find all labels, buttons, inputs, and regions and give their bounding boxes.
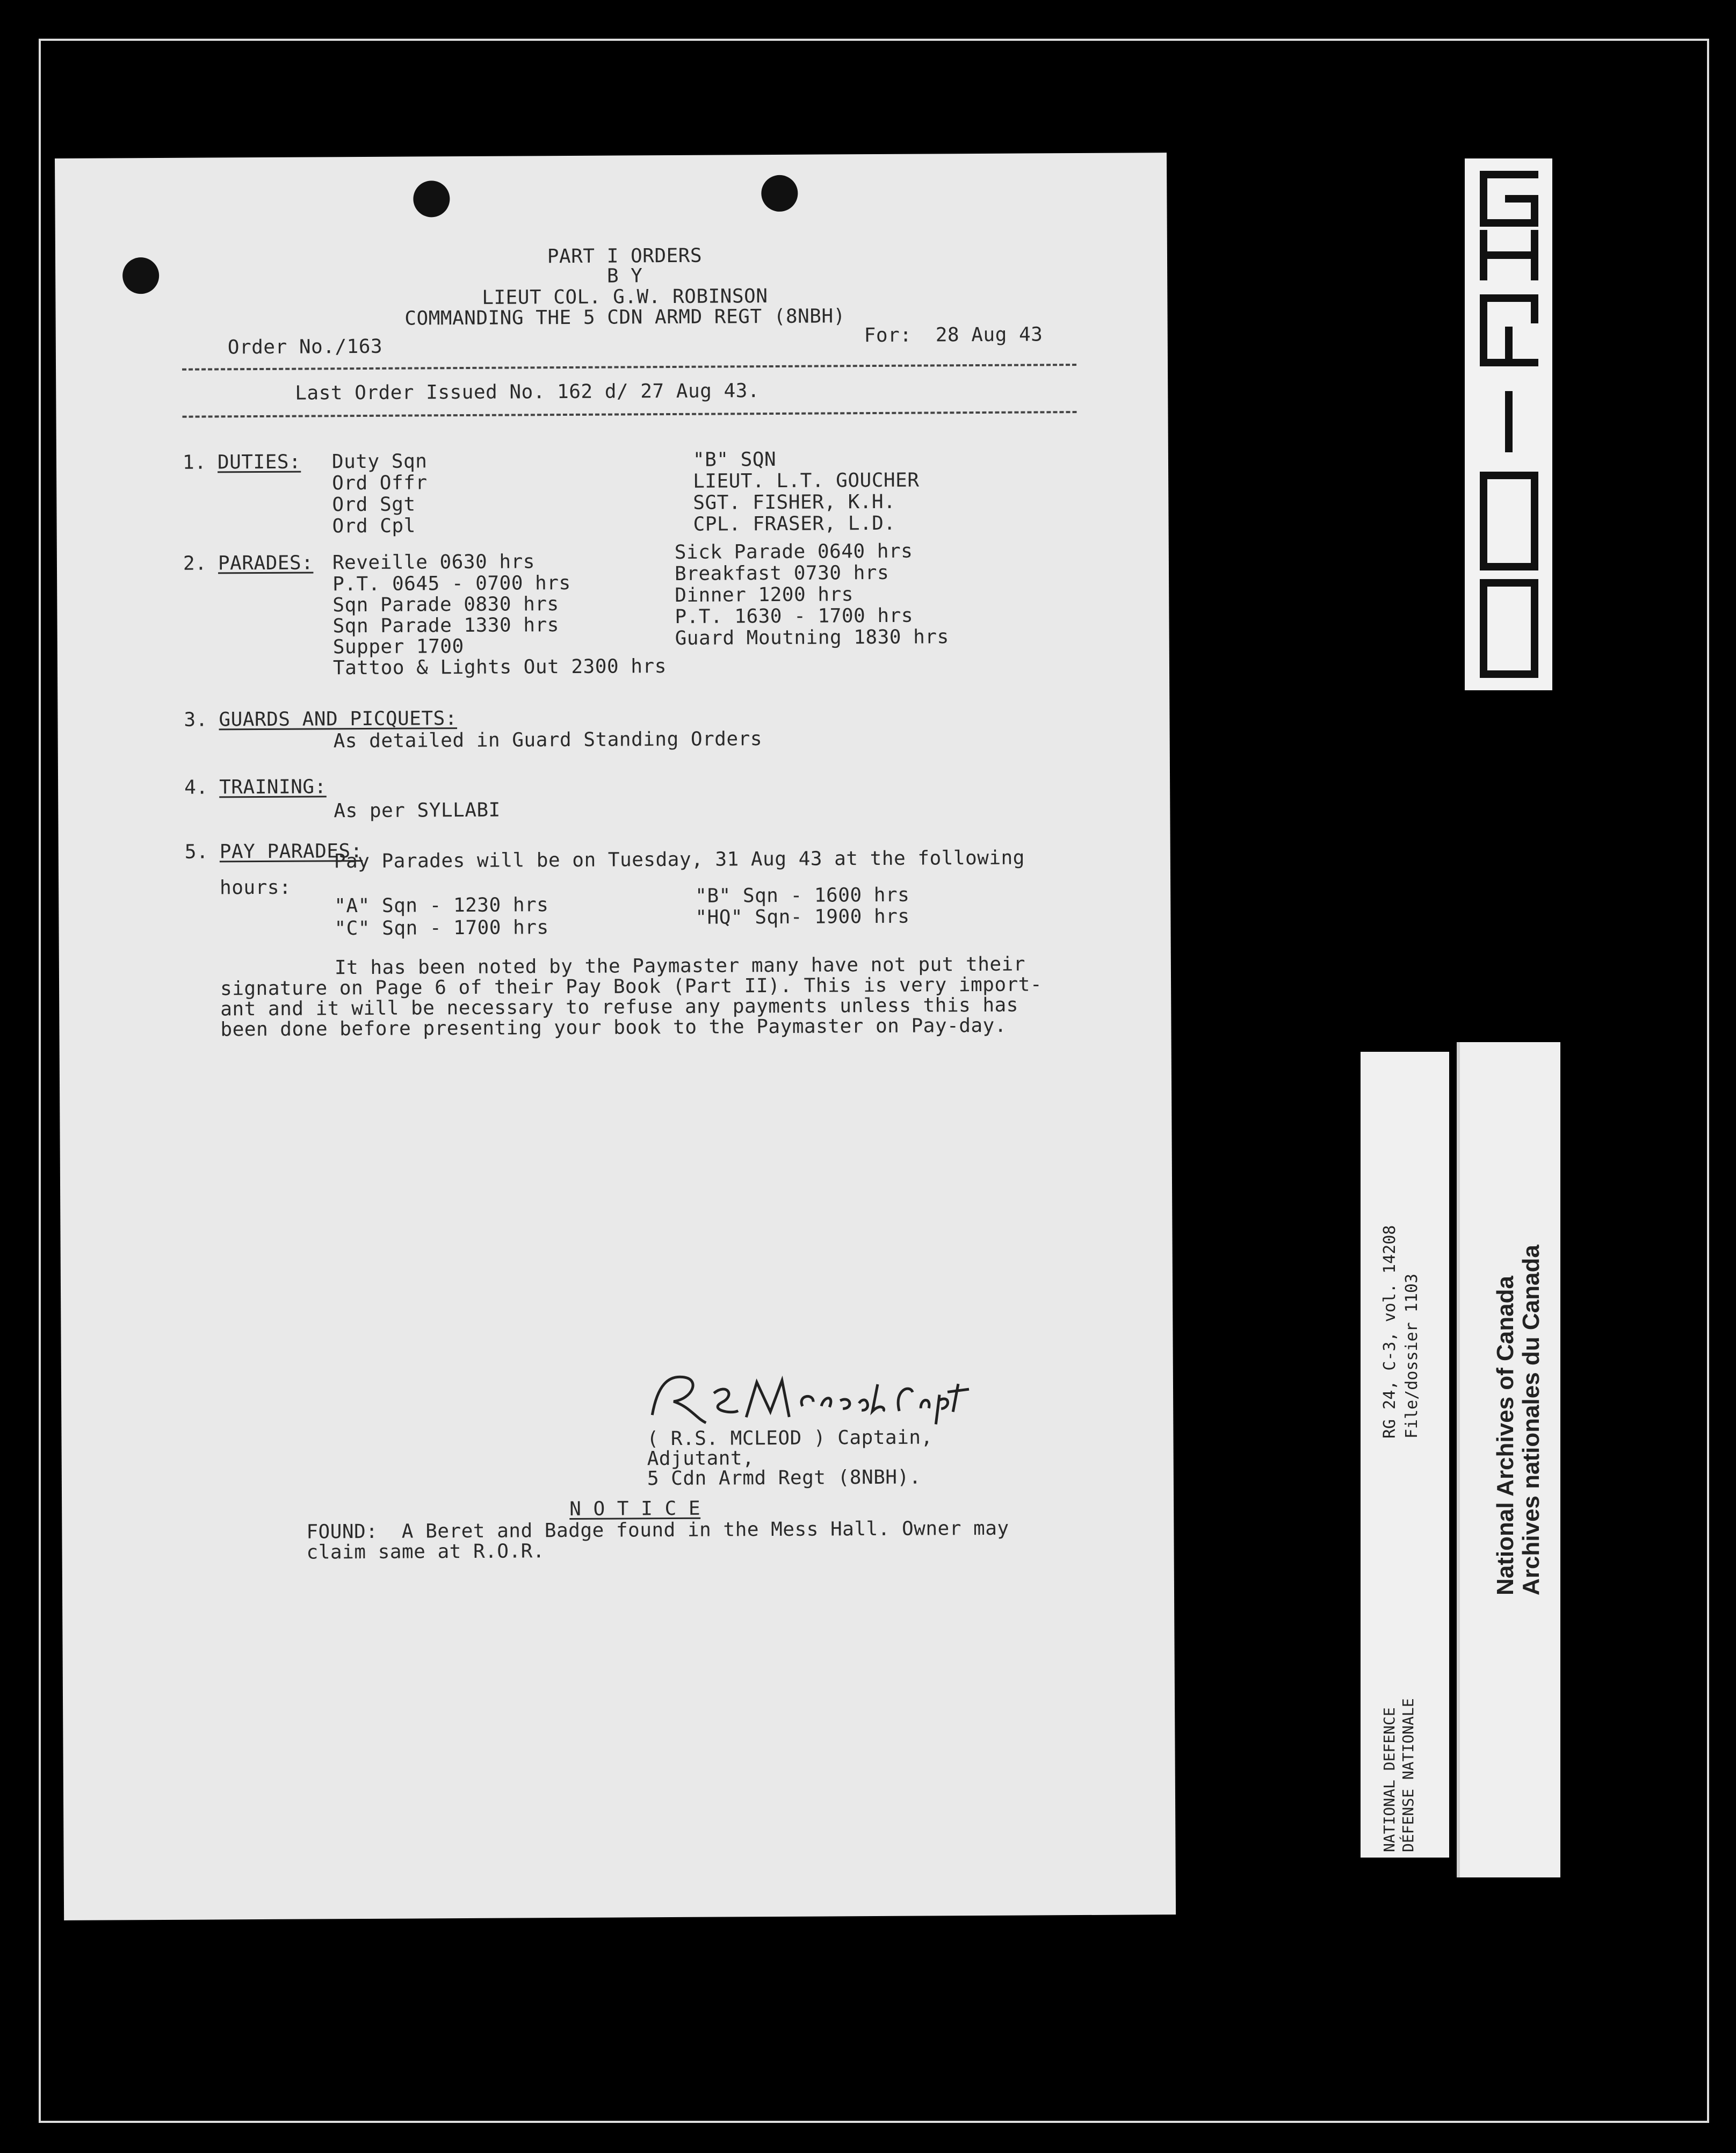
archives-fr-text: Archives nationales du Canada bbox=[1518, 1245, 1544, 1595]
parades-heading: PARADES: bbox=[218, 552, 314, 575]
header-title: PART I ORDERS bbox=[547, 244, 703, 268]
training-number: 4. bbox=[184, 776, 208, 799]
parade-item: Sick Parade 0640 hrs bbox=[674, 540, 913, 563]
duty-assigned: "B" SQN bbox=[692, 448, 777, 471]
parades-number: 2. bbox=[183, 552, 207, 575]
punch-hole-right bbox=[761, 175, 798, 212]
parade-item: Reveille 0630 hrs bbox=[332, 551, 536, 574]
parade-item: Sqn Parade 1330 hrs bbox=[332, 614, 559, 638]
punch-hole-center bbox=[413, 180, 450, 217]
duty-role: Duty Sqn bbox=[331, 450, 428, 473]
header-unit: COMMANDING THE 5 CDN ARMD REGT (8NBH) bbox=[404, 305, 845, 330]
pay-hours-label: hours: bbox=[220, 876, 292, 899]
defence-en-text: NATIONAL DEFENCE bbox=[1380, 1707, 1398, 1852]
divider-top bbox=[182, 364, 1076, 371]
reference-text: RG 24, C-3, vol. 14208 bbox=[1380, 1225, 1399, 1439]
header-by: B Y bbox=[606, 265, 643, 287]
pay-note-line: ant and it will be necessary to refuse any payments unless this has bbox=[220, 994, 1019, 1021]
pay-number: 5. bbox=[184, 841, 209, 863]
pay-time: "A" Sqn - 1230 hrs bbox=[334, 894, 549, 917]
pay-time: "B" Sqn - 1600 hrs bbox=[695, 884, 910, 907]
order-number: Order No./163 bbox=[227, 335, 383, 359]
pay-time: "HQ" Sqn- 1900 hrs bbox=[695, 905, 910, 929]
duty-assigned: SGT. FISHER, K.H. bbox=[693, 490, 896, 514]
archives-en-text: National Archives of Canada bbox=[1492, 1276, 1518, 1595]
guards-text: As detailed in Guard Standing Orders bbox=[333, 728, 763, 753]
pay-note-line: signature on Page 6 of their Pay Book (Part II). This is very import- bbox=[220, 973, 1043, 1000]
pay-intro: Pay Parades will be on Tuesday, 31 Aug 43 at the following bbox=[334, 847, 1025, 873]
training-heading: TRAINING: bbox=[219, 776, 327, 799]
notice-heading: N O T I C E bbox=[569, 1497, 701, 1521]
file-text: File/dossier 1103 bbox=[1402, 1273, 1421, 1439]
parade-item: Supper 1700 bbox=[332, 635, 464, 659]
header-commander: LIEUT COL. G.W. ROBINSON bbox=[482, 285, 768, 309]
duty-assigned: CPL. FRASER, L.D. bbox=[693, 512, 896, 536]
pay-heading: PAY PARADES: bbox=[219, 840, 363, 863]
guards-heading: GUARDS AND PICQUETS: bbox=[219, 707, 458, 731]
last-order-line: Last Order Issued No. 162 d/ 27 Aug 43. bbox=[295, 380, 760, 404]
order-document bbox=[55, 153, 1176, 1920]
notice-line: FOUND: A Beret and Badge found in the Mess Hall. Owner may bbox=[306, 1517, 1009, 1543]
parade-item: Dinner 1200 hrs bbox=[675, 583, 853, 606]
parade-item: P.T. 0645 - 0700 hrs bbox=[332, 572, 571, 596]
parade-item: Breakfast 0730 hrs bbox=[674, 561, 889, 585]
defence-fr-text: DÉFENSE NATIONALE bbox=[1399, 1698, 1417, 1852]
frame-number-stamp bbox=[1465, 158, 1552, 690]
signature-title: Adjutant, bbox=[647, 1447, 755, 1470]
pay-note-line: It has been noted by the Paymaster many have not put their bbox=[334, 953, 1026, 979]
duty-role: Ord Cpl bbox=[332, 515, 416, 538]
duty-assigned: LIEUT. L.T. GOUCHER bbox=[693, 469, 920, 493]
signature-unit: 5 Cdn Armd Regt (8NBH). bbox=[647, 1466, 921, 1490]
order-date: For: 28 Aug 43 bbox=[864, 323, 1043, 347]
divider-bottom bbox=[183, 411, 1077, 418]
guards-number: 3. bbox=[184, 709, 208, 731]
frame-number-digits bbox=[1465, 158, 1552, 690]
notice-line: claim same at R.O.R. bbox=[306, 1540, 545, 1564]
national-defence-label bbox=[1361, 1052, 1449, 1858]
duty-role: Ord Sgt bbox=[332, 493, 416, 516]
parade-item: Guard Moutning 1830 hrs bbox=[675, 626, 949, 649]
parade-item: P.T. 1630 - 1700 hrs bbox=[675, 604, 914, 628]
signature-name: ( R.S. MCLEOD ) Captain, bbox=[647, 1426, 933, 1450]
duties-number: 1. bbox=[182, 451, 207, 474]
national-archives-label bbox=[1457, 1042, 1560, 1877]
pay-time: "C" Sqn - 1700 hrs bbox=[334, 916, 549, 940]
punch-hole-left bbox=[122, 257, 159, 294]
parade-item: Tattoo & Lights Out 2300 hrs bbox=[332, 655, 667, 680]
duties-heading: DUTIES: bbox=[217, 451, 301, 474]
parade-item: Sqn Parade 0830 hrs bbox=[332, 593, 559, 617]
handwritten-signature bbox=[641, 1362, 986, 1434]
pay-note-line: been done before presenting your book to the Paymaster on Pay-day. bbox=[220, 1014, 1007, 1041]
training-text: As per SYLLABI bbox=[334, 799, 501, 822]
duty-role: Ord Offr bbox=[332, 472, 428, 495]
